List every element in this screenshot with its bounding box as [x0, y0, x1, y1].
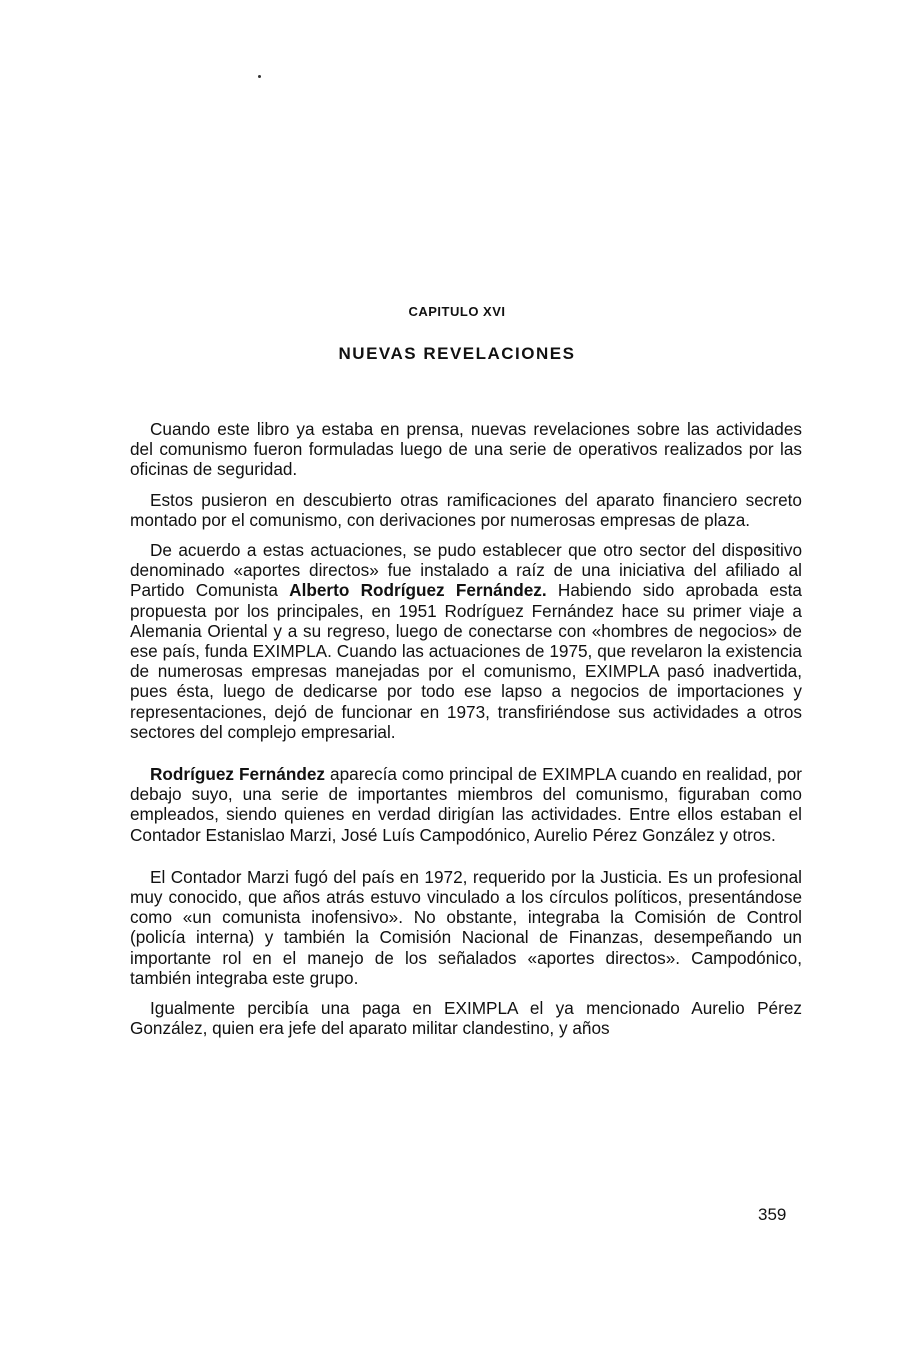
paragraph-4 [130, 764, 802, 845]
ink-speck [258, 75, 261, 78]
paragraph-1 [130, 419, 802, 480]
bold-name: Rodríguez Fernández [150, 764, 325, 785]
paragraph-text: Igualmente percibía una paga en EXIMPLA el ya mencionado Aurelio Pérez González, quien era jefe del aparato militar clandestino, y años [130, 998, 802, 1039]
page-number: 359 [758, 1205, 787, 1224]
paragraph-text: Estos pusieron en descubierto otras ramificaciones del aparato financiero secreto montado por el comunismo, con derivaciones por numerosas empresas de plaza. [130, 489, 802, 530]
paragraph-text: aparecía como principal de EXIMPLA cuando en realidad, por debajo suyo, una serie de importantes miembros del comunismo, figuraban como empleados, siendo quienes en verdad dirigían las actividades. Entre ellos estaban el Contador Estanislao Marzi, José Luís Campodónico, Aurelio Pérez González y otros. [130, 764, 802, 845]
paragraph-text: El Contador Marzi fugó del país en 1972, requerido por la Justicia. Es un profesional muy conocido, que años atrás estuvo vinculado a los círculos políticos, presentándose como «un comunista inofensivo». No obstante, integraba la Comisión de Control (policía interna) y también la Comisión Nacional de Finanzas, desempeñando un importante rol en el manejo de los señalados «aportes directos». Campodónico, también integraba este grupo. [130, 866, 802, 988]
paragraph-text: Cuando este libro ya estaba en prensa, nuevas revelaciones sobre las actividades del comunismo fueron formuladas luego de una serie de operativos realizados por las oficinas de seguridad. [130, 419, 802, 480]
body-text [130, 419, 802, 1048]
bold-name: Alberto Rodríguez Fernández. [289, 580, 547, 601]
paragraph-text: Habiendo sido aprobada esta propuesta por los principales, en 1951 Rodríguez Fernández hace su primer viaje a Alemania Oriental y a su regreso, luego de conectarse con «hombres de negocios» de ese país, funda EXIMPLA. Cuando las actuaciones de 1975, que revelaron la existencia de numerosas empresas manejadas por el comunismo, EXIMPLA pasó inadvertida, pues ésta, luego de dedicarse por todo ese lapso a negocios de importaciones y representaciones, dejó de funcionar en 1973, transfiriéndose sus actividades a otros sectores del complejo empresarial. [130, 580, 802, 742]
paragraph-5 [130, 867, 802, 988]
chapter-title: NUEVAS REVELACIONES [338, 344, 576, 363]
paragraph-3 [130, 540, 802, 742]
paragraph-6 [130, 998, 802, 1038]
paragraph-text: De acuerdo a estas actuaciones, se pudo establecer que otro sector del dispositivo denominado «aportes directos» fue instalado a raíz de una iniciativa del afiliado al Partido Comunista [130, 540, 802, 601]
paragraph-2 [130, 490, 802, 530]
chapter-label: CAPITULO XVI [408, 304, 506, 319]
